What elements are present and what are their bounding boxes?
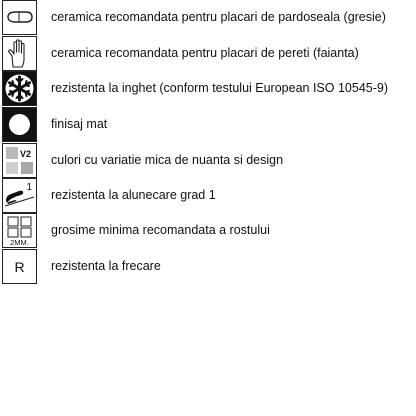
legend-label-friction: rezistenta la frecare [51, 259, 161, 273]
legend-label-slip: rezistenta la alunecare grad 1 [51, 188, 216, 202]
legend-row-slip [2, 178, 416, 215]
legend-label-wall: ceramica recomandata pentru placari de pereti (faianta) [51, 46, 359, 60]
slip-grade-icon [2, 178, 37, 213]
friction-icon [2, 249, 37, 284]
slip-grade-text: 1 [26, 182, 33, 193]
legend-row-friction [2, 249, 416, 286]
legend-row-matte [2, 107, 416, 144]
foot-icon [2, 0, 37, 35]
legend-row-shade [2, 143, 416, 180]
legend-label-joint: grosime minima recomandata a rostului [51, 223, 270, 237]
legend-label-matte: finisaj mat [51, 117, 108, 131]
joint-width-text: 2MM. [10, 238, 29, 247]
legend-label-frost: rezistenta la inghet (conform testului European ISO 10545-9) [51, 81, 388, 95]
legend-row-frost [2, 71, 416, 108]
legend-label-floor: ceramica recomandata pentru placari de pardoseala (gresie) [51, 10, 386, 24]
hand-icon [2, 36, 37, 71]
legend-label-shade: culori cu variatie mica de nuanta si design [51, 153, 284, 167]
friction-text: R [14, 259, 25, 275]
shade-variation-icon [2, 143, 37, 178]
joint-width-icon [2, 213, 37, 248]
legend-row-floor [2, 0, 416, 37]
snowflake-icon [2, 71, 37, 106]
shade-variation-text: V2 [20, 149, 32, 159]
legend-row-joint [2, 213, 416, 250]
legend-row-wall [2, 36, 416, 73]
matte-finish-icon [2, 107, 37, 142]
